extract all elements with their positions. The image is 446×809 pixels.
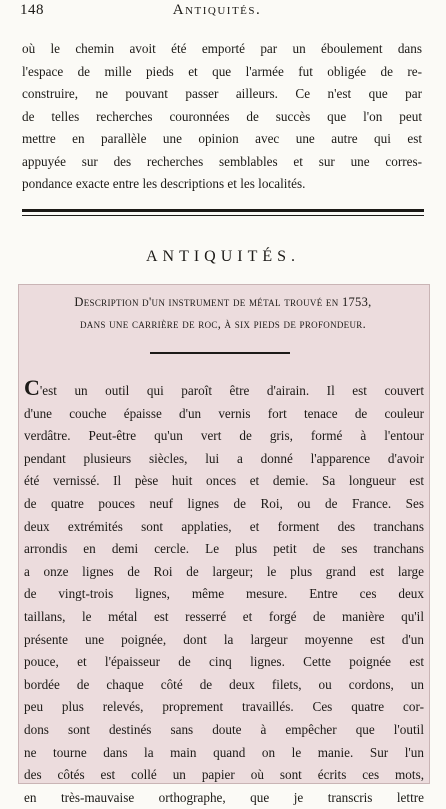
article-heading xyxy=(26,291,420,335)
text-line: pendant plusieurs siècles, lui a donné l'apparence d'avoir xyxy=(24,450,424,466)
text-line: construire, ne pouvant passer ailleurs. Ce n'est que par xyxy=(22,86,422,101)
text-line: en très-mauvaise orthographe, que je transcris lettre xyxy=(24,789,424,805)
article-body xyxy=(24,375,424,809)
text-line: verdâtre. Peut-être qu'un vert de gris, formé à l'entour xyxy=(24,428,424,444)
heading-line: dans une carrière de roc, à six pieds de profondeur. xyxy=(80,317,366,331)
text-line: a onze lignes de Roi de largeur; le plus grand est large xyxy=(24,563,424,579)
first-line-text: 'est un outil qui paroît être d'airain. Il est couvert xyxy=(39,383,424,398)
text-line: pondance exacte entre les descriptions et les localités. xyxy=(22,176,306,191)
text-line: bordée de chaque côté de deux filets, ou cordons, un xyxy=(24,676,424,692)
text-line: des côtés est collé un papier où sont écrits ces mots, xyxy=(24,767,424,783)
text-line: deux extrémités sont applaties, et forment des tranchans xyxy=(24,518,424,534)
text-line: de telles recherches couronnées de succès que l'on peut xyxy=(22,108,422,124)
previous-article-text xyxy=(22,38,422,196)
text-line: présente une poignée, dont la largeur moyenne est d'un xyxy=(24,631,424,647)
text-line: de vingt-trois lignes, même mesure. Entre ces deux xyxy=(24,586,424,602)
first-line xyxy=(24,375,424,403)
section-divider-thin xyxy=(22,215,424,216)
text-line: pouce, et l'épaisseur de cinq lignes. Cette poignée est xyxy=(24,654,424,670)
text-line: taillans, le métal est resserré et forgé de manière qu'il xyxy=(24,608,424,624)
ornament-rule xyxy=(150,352,290,354)
text-line: peu plus relevés, proprement travaillés. Ces quatre cor- xyxy=(24,699,424,715)
text-line: appuyée sur des recherches semblables et sur une corres- xyxy=(22,153,422,169)
text-line: où le chemin avoit été emporté par un éboulement dans xyxy=(22,41,422,56)
text-line: été vernissé. Il pèse huit onces et demie. Sa longueur est xyxy=(24,473,424,489)
running-title: Antiquités. xyxy=(172,2,262,18)
section-title: ANTIQUITÉS. xyxy=(145,248,301,265)
text-line: d'une couche épaisse d'un vernis fort tenace de couleur xyxy=(24,405,424,421)
page-number: 148 xyxy=(20,2,44,18)
text-line: mettre en parallèle une opinion avec une autre qui est xyxy=(22,131,422,146)
section-divider-thick xyxy=(22,209,424,212)
running-head xyxy=(20,2,420,24)
text-line: de quatre pouces neuf lignes de Roi, ou de France. Ses xyxy=(24,495,424,511)
text-line: l'espace de mille pieds et que l'armée fut obligée de re- xyxy=(22,63,422,79)
text-line: arrondis en demi cercle. Le plus petit de ses tranchans xyxy=(24,541,424,557)
heading-line: Description d'un instrument de métal trouvé en 1753, xyxy=(74,295,372,309)
text-line: ne tourne dans la main quand on le manie. Sur l'un xyxy=(24,744,424,760)
text-line: dons sont destinés sans doute à empêcher que l'outil xyxy=(24,721,424,737)
drop-cap: C xyxy=(24,375,40,400)
